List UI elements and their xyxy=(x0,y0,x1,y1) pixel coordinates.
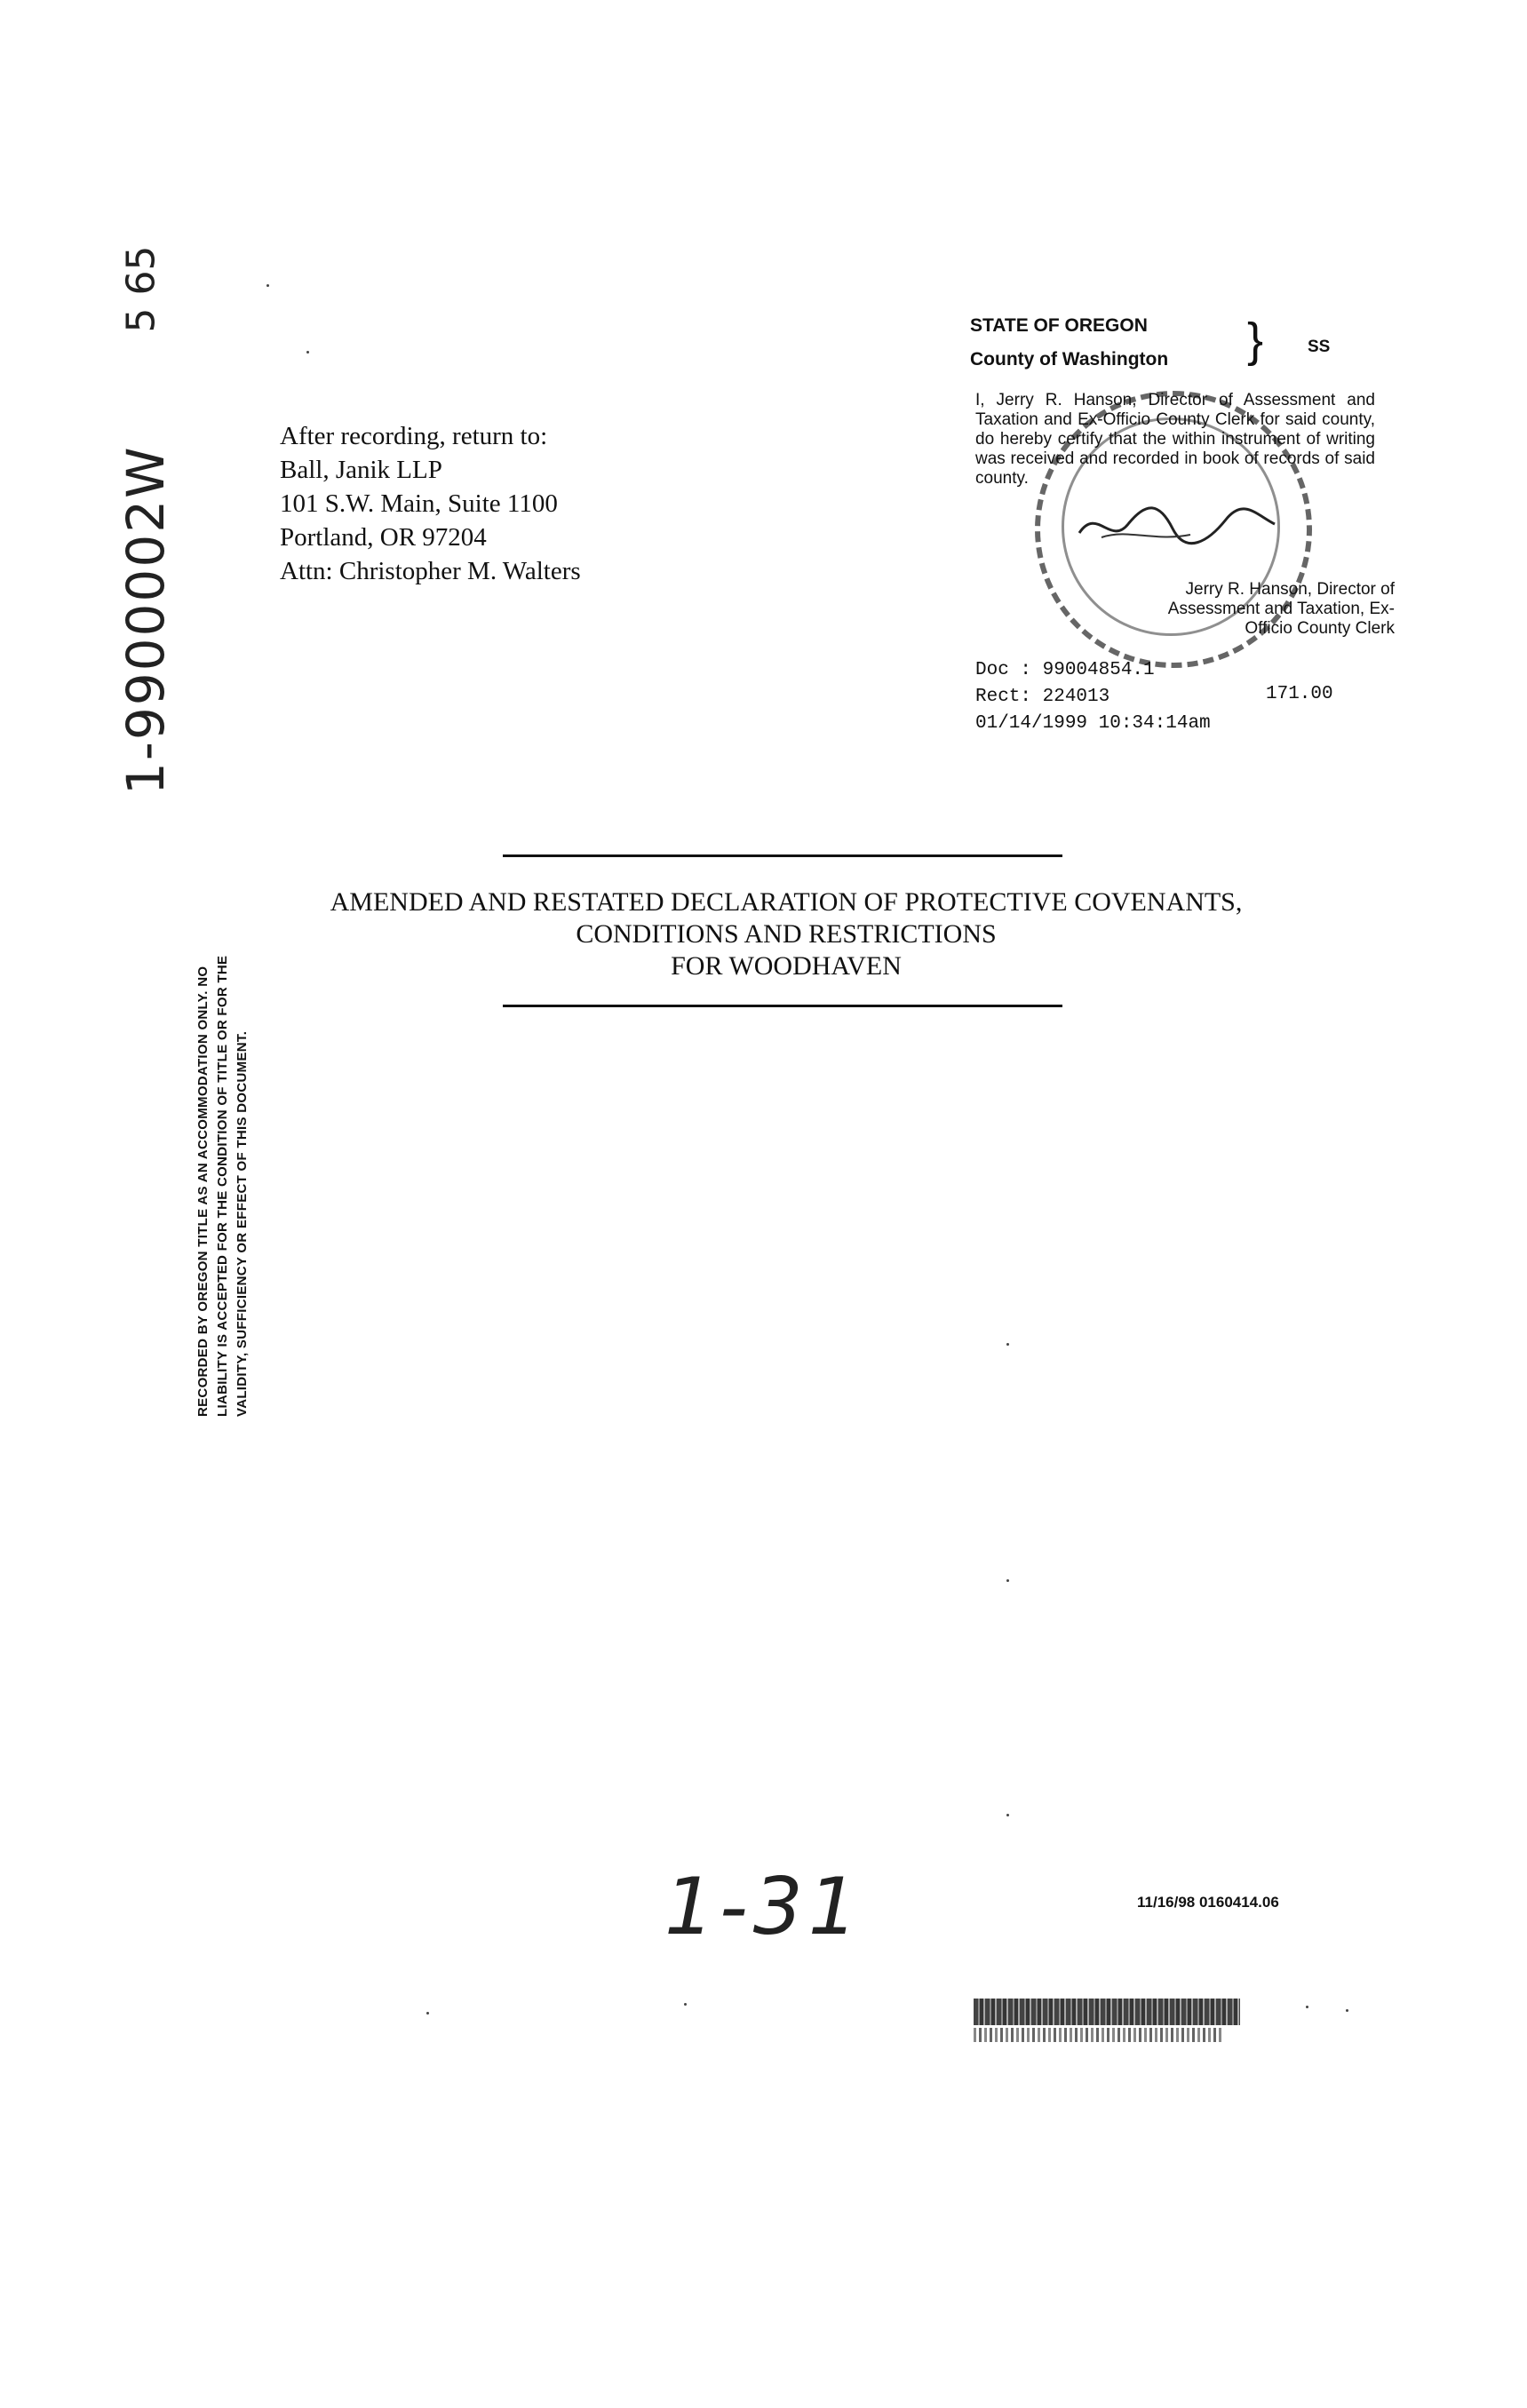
ss-label: SS xyxy=(1308,338,1331,356)
title-company-disclaimer xyxy=(194,884,252,1417)
file-number: 11/16/98 0160414.06 xyxy=(1137,1894,1279,1911)
recording-doc: Doc : 99004854.1 xyxy=(975,660,1155,680)
return-heading: After recording, return to: xyxy=(280,422,548,450)
scan-speck xyxy=(1006,1343,1009,1346)
scan-speck xyxy=(1006,1814,1009,1816)
recording-amount: 171.00 xyxy=(1266,684,1333,704)
handwritten-document-number: 1-9900002W xyxy=(115,445,176,795)
brace-glyph: } xyxy=(1247,314,1264,367)
disclaimer-line-1: RECORDED BY OREGON TITLE AS AN ACCOMMODATION ONLY. NO xyxy=(195,966,211,1417)
return-city: Portland, OR 97204 xyxy=(280,523,487,552)
handwritten-page-range: 1-31 xyxy=(664,1861,863,1952)
return-firm: Ball, Janik LLP xyxy=(280,456,442,484)
title-rule-top xyxy=(503,854,1062,857)
scan-speck xyxy=(1346,2009,1348,2012)
scan-speck xyxy=(426,2012,429,2015)
barcode-icon xyxy=(974,1999,1240,2025)
return-attn: Attn: Christopher M. Walters xyxy=(280,557,581,585)
return-street: 101 S.W. Main, Suite 1100 xyxy=(280,489,558,518)
return-address xyxy=(280,419,581,588)
signatory-title: Assessment and Taxation, Ex- xyxy=(1167,600,1395,618)
signature-icon xyxy=(1075,497,1279,551)
certificate-text: I, Jerry R. Hanson, Director of Assessment and Taxation and Ex-Officio County Clerk for said county, do hereby certify that the within instrument of writing was received and recorded in book of records of said county. xyxy=(975,391,1375,488)
barcode-label-strip xyxy=(974,2028,1222,2042)
county-label: County of Washington xyxy=(970,349,1169,370)
title-rule-bottom xyxy=(503,1005,1062,1007)
recording-datetime: 01/14/1999 10:34:14am xyxy=(975,713,1211,734)
scan-speck xyxy=(306,351,309,354)
handwritten-note: 5 65 xyxy=(118,245,164,333)
disclaimer-line-2: LIABILITY IS ACCEPTED FOR THE CONDITION OF TITLE OR FOR THE xyxy=(215,955,230,1417)
title-line-2: CONDITIONS AND RESTRICTIONS xyxy=(576,919,997,949)
disclaimer-line-3: VALIDITY, SUFFICIENCY OR EFFECT OF THIS DOCUMENT. xyxy=(235,1030,250,1417)
certificate-signatory xyxy=(1093,580,1395,639)
scan-speck xyxy=(1006,1579,1009,1582)
signatory-role: Officio County Clerk xyxy=(1245,619,1395,638)
recording-receipt: Rect: 224013 xyxy=(975,687,1110,707)
scan-speck xyxy=(1306,2006,1308,2008)
title-line-3: FOR WOODHAVEN xyxy=(671,951,902,981)
state-label: STATE OF OREGON xyxy=(970,315,1148,336)
scan-speck xyxy=(684,2003,687,2006)
scan-speck xyxy=(266,284,269,287)
document-title xyxy=(266,886,1306,982)
signatory-name: Jerry R. Hanson, Director of xyxy=(1185,580,1395,599)
title-line-1: AMENDED AND RESTATED DECLARATION OF PROTECTIVE COVENANTS, xyxy=(330,887,1243,917)
recording-info xyxy=(975,657,1211,737)
